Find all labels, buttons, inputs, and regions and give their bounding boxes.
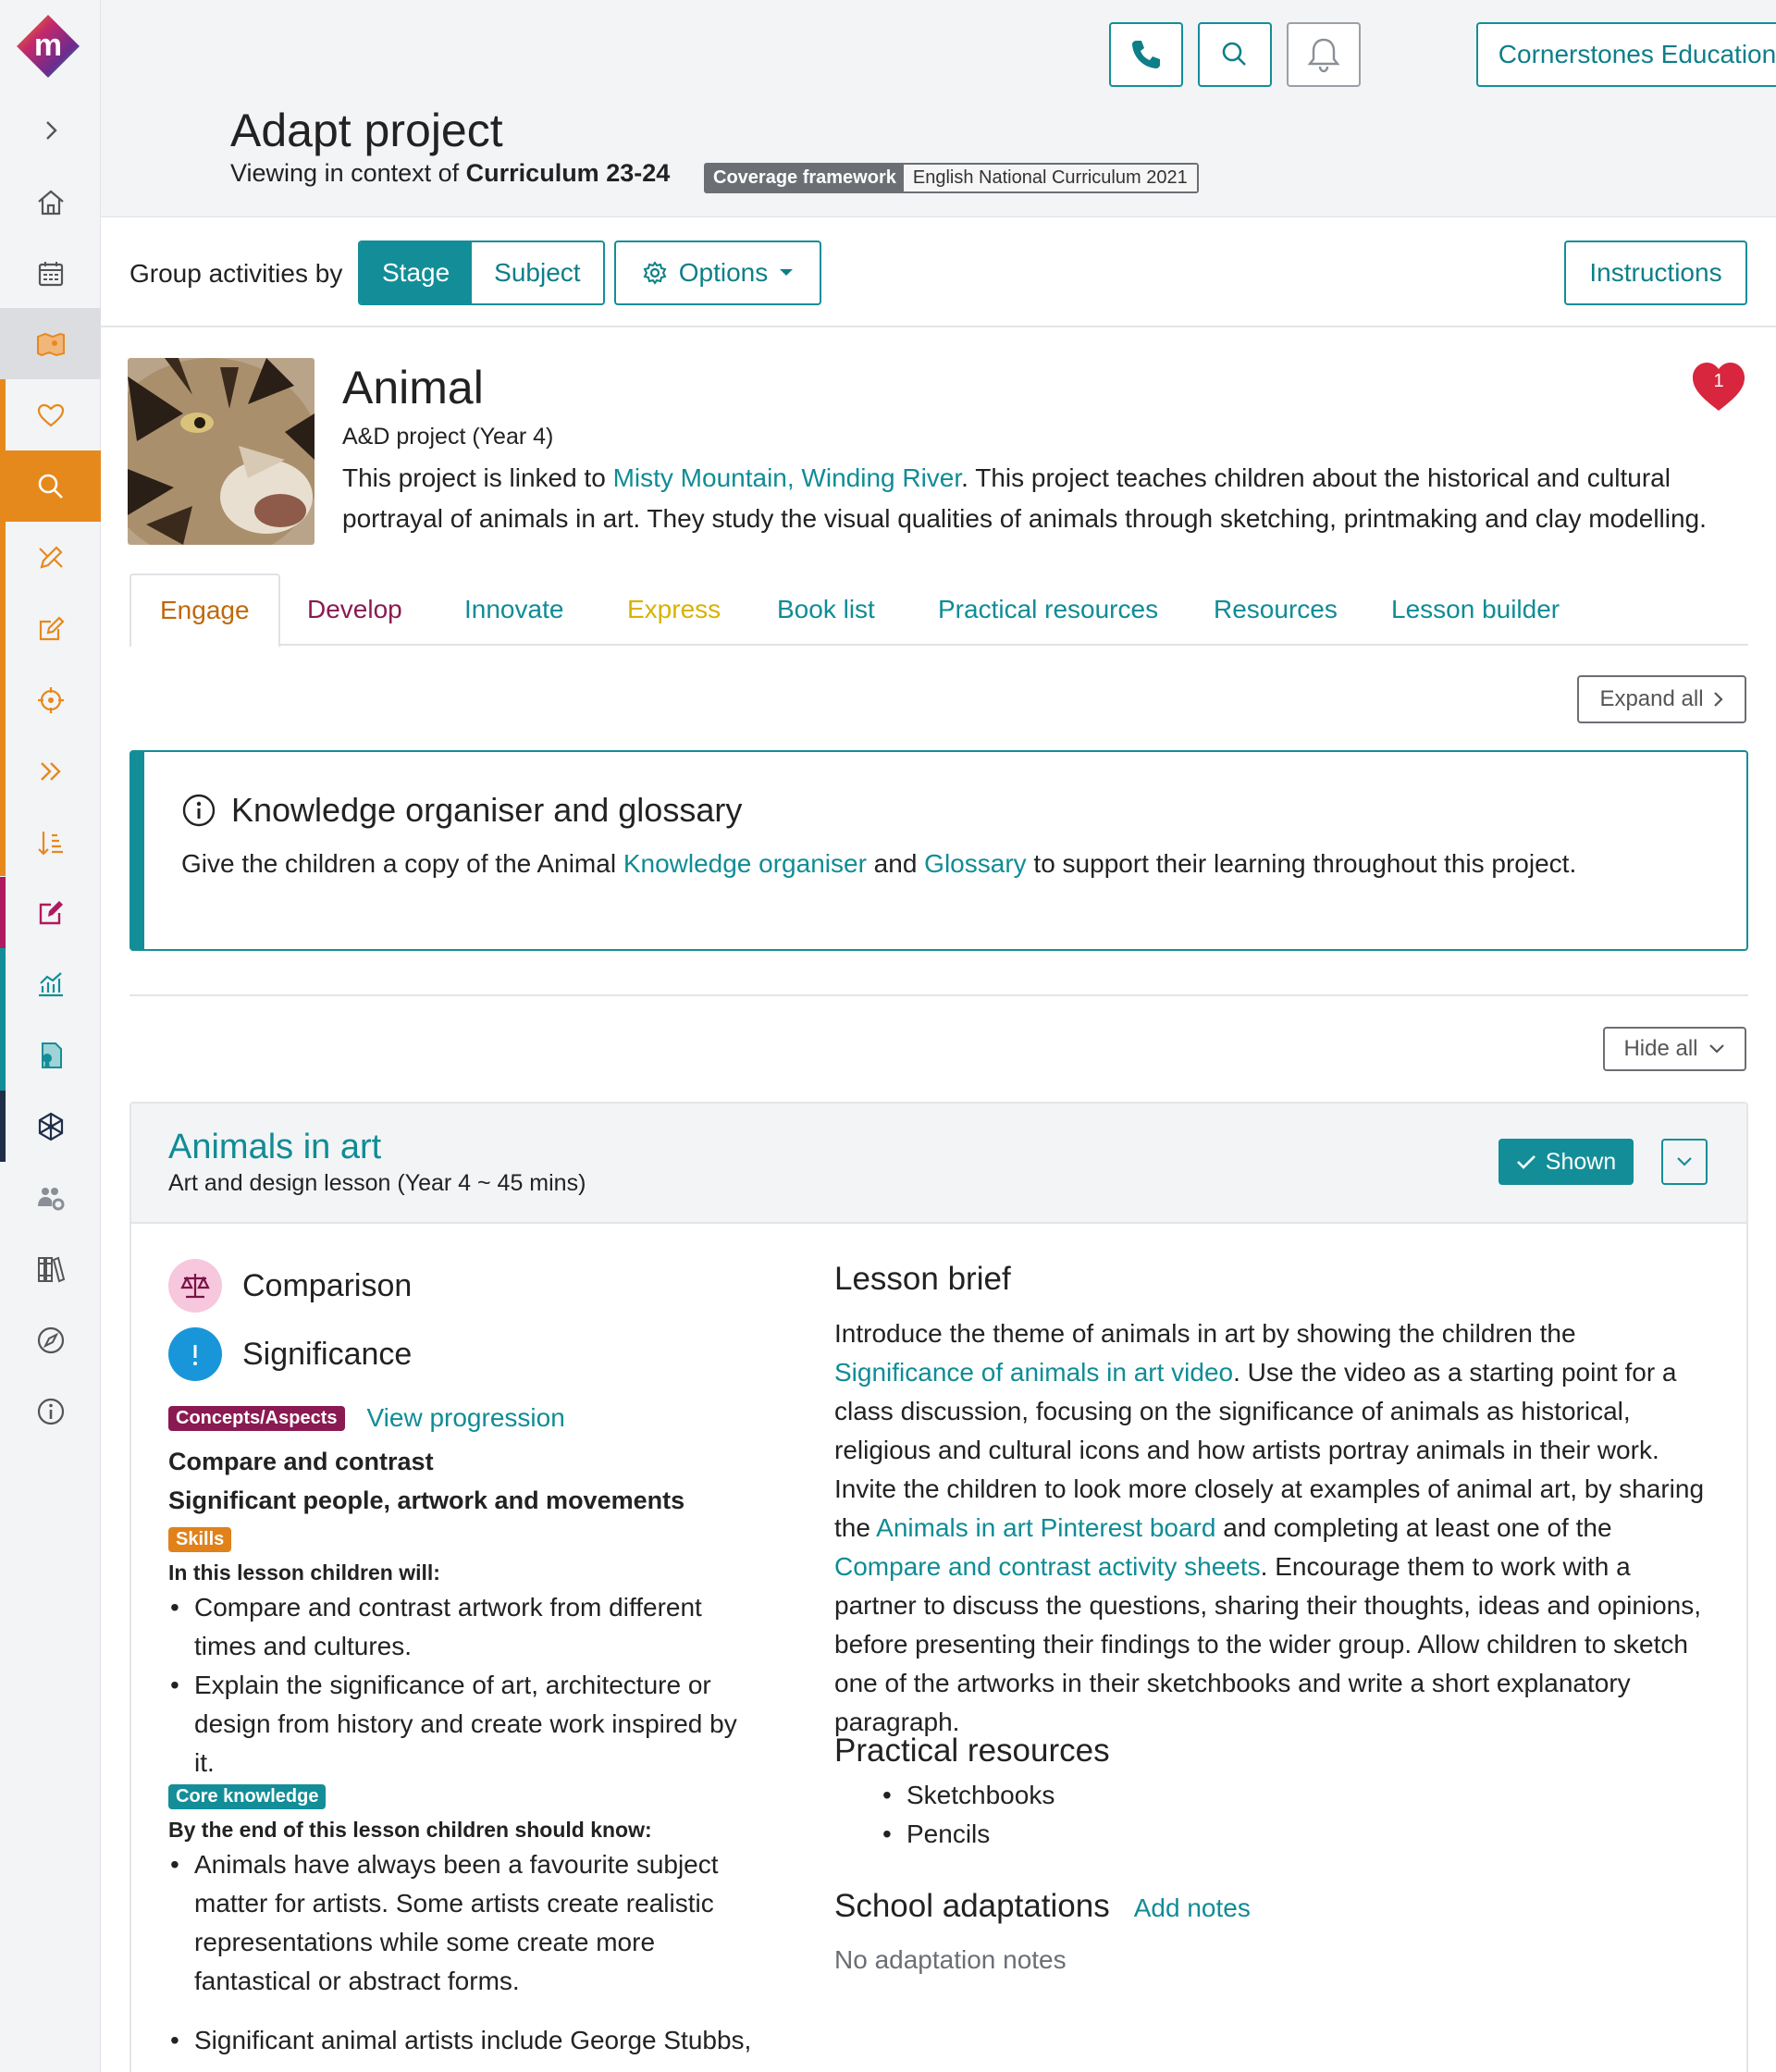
phone-button[interactable]	[1109, 22, 1183, 87]
list-item: • Explain the significance of art, architecture or design from history and create work inspired by it.	[168, 1666, 760, 1782]
aspect-compare: Compare and contrast	[168, 1448, 434, 1475]
network-icon	[34, 1110, 68, 1143]
chevron-right-icon	[1713, 690, 1724, 709]
notifications-button[interactable]	[1287, 22, 1361, 87]
library-icon	[34, 1252, 68, 1286]
chevrons-right-icon	[34, 755, 68, 788]
favourite-button[interactable]	[1691, 361, 1746, 413]
callout-title	[181, 791, 742, 830]
info-circle-icon	[181, 793, 216, 828]
core-intro: By the end of this lesson children should know:	[168, 1818, 652, 1842]
project-subtitle: A&D project (Year 4)	[342, 424, 554, 450]
aspect-significant: Significant people, artwork and movements	[168, 1486, 685, 1514]
pinterest-board-link[interactable]: Animals in art Pinterest board	[876, 1513, 1216, 1542]
page-header	[101, 0, 1776, 217]
sidebar-item-search[interactable]	[0, 450, 101, 522]
calendar-icon	[34, 257, 68, 290]
project-tabs	[130, 574, 1748, 646]
app-logo[interactable]	[15, 13, 81, 80]
list-item: • Animals have always been a favourite subject matter for artists. Some artists create realistic representations while some create more fantastical or abstract forms.	[168, 1845, 760, 2001]
group-activities-bar	[101, 218, 1776, 327]
lesson-subtitle: Art and design lesson (Year 4 ~ 45 mins)	[168, 1170, 586, 1196]
organisation-name: Cornerstones Education	[1478, 24, 1776, 85]
favourite-count: 1	[1713, 371, 1724, 391]
lesson-brief-text	[834, 1314, 1718, 1742]
tab-resources[interactable]	[1214, 574, 1338, 646]
heart-icon	[34, 399, 68, 432]
chart-icon	[34, 968, 68, 1001]
desc-prefix: This project is linked to	[342, 463, 613, 492]
concept-significance	[168, 1327, 412, 1381]
tab-book-list[interactable]	[777, 574, 875, 646]
svg-text:m: m	[33, 28, 63, 63]
chevron-right-icon	[34, 114, 68, 147]
project-thumbnail	[128, 358, 314, 545]
callout-title-text: Knowledge organiser and glossary	[231, 791, 743, 829]
list-item: • Significant animal artists include George Stubbs,	[168, 2021, 760, 2060]
core-knowledge-badge: Core knowledge	[168, 1784, 326, 1809]
tab-practical-resources[interactable]	[938, 574, 1158, 646]
sidebar-item-users[interactable]	[0, 1162, 101, 1233]
tab-label: Practical resources	[938, 595, 1159, 623]
tab-innovate[interactable]	[464, 574, 563, 646]
tab-label: Lesson builder	[1391, 595, 1560, 623]
tab-express[interactable]	[627, 574, 721, 646]
compass-icon	[34, 1324, 68, 1357]
tab-label: Express	[627, 595, 722, 623]
context-curriculum: Curriculum 23-24	[465, 159, 671, 187]
glossary-link[interactable]: Glossary	[924, 849, 1027, 878]
exclamation-icon	[168, 1327, 222, 1381]
sidebar-item-certificates[interactable]	[0, 1019, 101, 1091]
home-icon	[34, 186, 68, 219]
concept-label: Significance	[242, 1336, 413, 1372]
map-icon	[34, 327, 68, 361]
skills-list	[168, 1588, 760, 1782]
callout-text	[181, 849, 1576, 879]
pencil-ruler-icon	[34, 541, 68, 574]
callout-text-3: to support their learning throughout this project.	[1026, 849, 1577, 878]
skills-badge: Skills	[168, 1527, 231, 1552]
knowledge-organiser-link[interactable]: Knowledge organiser	[623, 849, 867, 878]
sort-icon	[34, 826, 68, 859]
callout-text-2: and	[866, 849, 925, 878]
lesson-card	[130, 1102, 1748, 2072]
edit-square-icon	[34, 896, 68, 930]
brief-text-4: . Encourage them to work with a partner to discuss the questions, sharing their thoughts, ideas and opinions, before presenting their findings to the wider group. Allow children to sketch one of the artworks in their sketchbooks and write a short explanatory paragraph.	[834, 1552, 1702, 1736]
core-knowledge-section	[168, 1784, 326, 1809]
brief-text-1: Introduce the theme of animals in art by showing the children the	[834, 1319, 1576, 1348]
brief-text-3: and completing at least one of the	[1215, 1513, 1612, 1542]
add-notes-link[interactable]: Add notes	[1133, 1893, 1251, 1922]
chevron-down-icon	[779, 268, 794, 278]
concepts-row	[168, 1403, 565, 1433]
school-adaptations-row	[834, 1888, 1251, 1925]
lesson-collapse-button[interactable]	[1661, 1139, 1708, 1185]
concepts-badge: Concepts/Aspects	[168, 1406, 345, 1431]
instructions-button[interactable]: Instructions	[1564, 240, 1747, 305]
knowledge-organiser-callout	[130, 750, 1748, 951]
search-button[interactable]	[1198, 22, 1272, 87]
page-title: Adapt project	[230, 105, 503, 156]
core-knowledge-list	[168, 1845, 760, 2060]
target-icon	[34, 684, 68, 717]
check-icon	[1516, 1153, 1536, 1170]
sidebar-item-assess[interactable]	[0, 877, 101, 948]
search-icon	[34, 470, 68, 503]
shown-label: Shown	[1545, 1148, 1617, 1175]
gear-icon	[642, 260, 668, 286]
sidebar-item-calendar[interactable]	[0, 238, 101, 309]
sidebar-item-edit[interactable]	[0, 593, 101, 664]
bell-icon	[1303, 34, 1344, 75]
heart-icon	[1691, 361, 1746, 413]
context-prefix: Viewing in context of	[230, 159, 460, 187]
chevron-down-icon	[1708, 1043, 1726, 1054]
project-description	[342, 458, 1711, 539]
project-title: Animal	[342, 362, 484, 413]
coverage-label: Coverage framework	[706, 165, 904, 191]
skills-intro: In this lesson children will:	[168, 1560, 440, 1585]
chevron-down-icon	[1675, 1156, 1694, 1167]
expand-sidebar-button[interactable]	[0, 94, 101, 166]
tab-label: Develop	[307, 595, 402, 623]
sidebar-item-home[interactable]	[0, 166, 101, 238]
sidebar-item-network[interactable]	[0, 1091, 101, 1162]
linked-project-link[interactable]: Misty Mountain, Winding River	[612, 463, 962, 492]
sidebar-item-design[interactable]	[0, 522, 101, 593]
group-by-toggle	[358, 240, 605, 305]
concept-label: Comparison	[242, 1267, 413, 1303]
options-label: Options	[678, 258, 769, 287]
tab-label: Book list	[777, 595, 875, 623]
list-item: • Sketchbooks	[881, 1776, 1054, 1815]
options-dropdown[interactable]	[614, 240, 821, 305]
group-by-stage-button[interactable]: Stage	[360, 242, 472, 303]
edit-icon	[34, 612, 68, 646]
phone-icon	[1128, 36, 1165, 73]
school-adaptations-title: School adaptations	[834, 1888, 1110, 1924]
tab-label: Engage	[160, 596, 250, 624]
hide-all-button[interactable]	[1603, 1027, 1746, 1071]
tab-develop[interactable]	[307, 574, 402, 646]
sidebar	[0, 0, 101, 2072]
group-by-label: Group activities by	[130, 259, 343, 288]
lesson-title-link[interactable]: Animals in art	[168, 1128, 382, 1166]
group-by-subject-button[interactable]: Subject	[472, 242, 602, 303]
no-adaptation-notes: No adaptation notes	[834, 1945, 1067, 1974]
section-divider	[130, 994, 1748, 996]
scales-icon	[168, 1259, 222, 1313]
practical-resources-title: Practical resources	[834, 1733, 1110, 1769]
sidebar-item-projects[interactable]	[0, 308, 101, 379]
expand-all-label: Expand all	[1599, 686, 1704, 711]
hide-all-label: Hide all	[1623, 1036, 1698, 1061]
list-item: • Compare and contrast artwork from different times and cultures.	[168, 1588, 760, 1666]
callout-text-1: Give the children a copy of the Animal	[181, 849, 623, 878]
brief-text-2: . Use the video as a starting point for a class discussion, focusing on the significance of animals as historical, religious and cultural icons and how artists portray animals in their work. Invite the children to look more closely at examples of animal art, by sharing the	[834, 1358, 1705, 1542]
sidebar-item-progress[interactable]	[0, 735, 101, 807]
desc-suffix: . This project teaches children about the historical and cultural portrayal of animals in art. They study the visual qualities of animals through sketching, printmaking and clay modelling.	[342, 463, 1707, 533]
sidebar-item-explore[interactable]	[0, 1304, 101, 1375]
sidebar-item-target[interactable]	[0, 664, 101, 735]
sidebar-item-library[interactable]	[0, 1233, 101, 1304]
skills-section	[168, 1527, 231, 1552]
lesson-brief-title: Lesson brief	[834, 1261, 1011, 1297]
sidebar-item-info[interactable]	[0, 1375, 101, 1447]
curriculum-context	[230, 159, 670, 188]
organisation-dropdown[interactable]	[1476, 22, 1776, 87]
tab-label: Resources	[1214, 595, 1338, 623]
search-icon	[1218, 38, 1252, 71]
list-item: • Pencils	[881, 1815, 1054, 1854]
tab-engage[interactable]	[130, 574, 280, 648]
practical-resources-list	[881, 1776, 1054, 1854]
coverage-value: English National Curriculum 2021	[904, 165, 1197, 191]
tab-label: Innovate	[464, 595, 564, 623]
certificate-icon	[34, 1039, 68, 1072]
sidebar-item-reports[interactable]	[0, 948, 101, 1019]
concept-comparison	[168, 1259, 412, 1313]
view-progression-link[interactable]: View progression	[366, 1403, 565, 1432]
users-gear-icon	[34, 1181, 68, 1215]
shown-toggle-button[interactable]	[1498, 1139, 1634, 1185]
animals-video-link[interactable]: Significance of animals in art video	[834, 1358, 1234, 1387]
coverage-framework-badge	[704, 163, 1199, 193]
sidebar-item-sort[interactable]	[0, 807, 101, 878]
sidebar-item-favourites[interactable]	[0, 379, 101, 450]
activity-sheets-link[interactable]: Compare and contrast activity sheets	[834, 1552, 1261, 1581]
info-icon	[34, 1395, 68, 1428]
tab-lesson-builder[interactable]	[1391, 574, 1560, 646]
lesson-card-header	[131, 1104, 1746, 1224]
expand-all-button[interactable]	[1577, 675, 1746, 723]
